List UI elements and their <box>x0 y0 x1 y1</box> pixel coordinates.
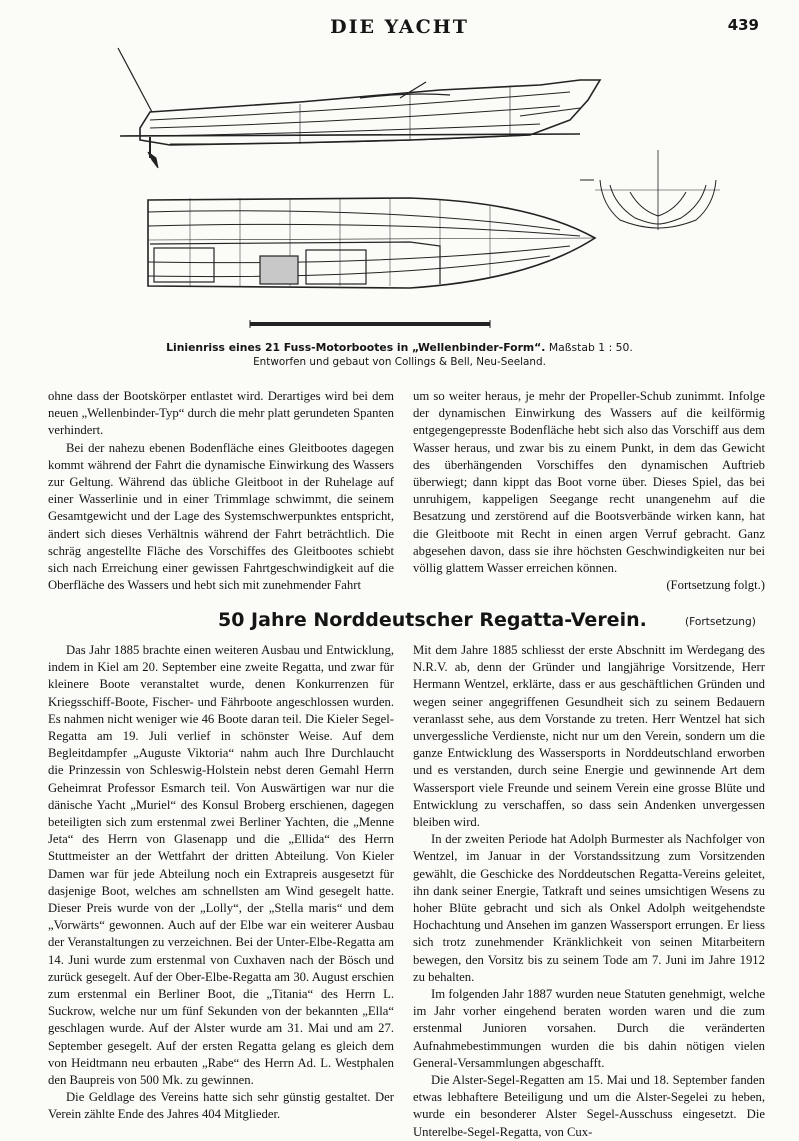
paragraph: Bei der nahezu ebenen Bodenfläche eines Gleitbootes dagegen kommt während der Fahrt die dynamische Einwirkung des Wassers zur Geltung. Während das übliche Gleitboot in der Ruhelage auf einer Wasserlinie und in einer Trimmlage schwimmt, die seinem Gesamtgewicht und der Lage des Systemschwerpunktes entspricht, ändert sich dieses Verhältnis während der Fahrt beträchtlich. Die schräg angestellte Fläche des Vorschiffes des Gleitbootes schiebt sich nach Erreichung einer gewissen Fahrtgeschwindigkeit auf die Oberfläche des Wassers und hebt sich mit zunehmender Fahrt <box>48 440 394 593</box>
caption-title: Linienriss eines 21 Fuss-Motorbootes in „Wellenbinder-Form“. <box>166 341 546 354</box>
column-bottom-right <box>413 642 765 1141</box>
column-top-left <box>48 388 394 594</box>
paragraph: um so weiter heraus, je mehr der Propeller-Schub zunimmt. Infolge der dynamischen Einwirkung des Wassers auf die keilförmig entgegengepresste Bodenfläche hebt sich also das Vorschiff aus dem Wasser heraus, und zwar bis zu einem Punkt, in dem das Gewicht des überhängenden Vorschiffes den dynamischen Auftrieb überwiegt; dann kippt das Boot vorne über. Dieses Spiel, das bei unruhigem, kappeligen Seegange recht unangenehm auf die Besatzung und zerstörend auf die Bootsverbände wirken kann, hat die Gleitboote mit Recht in einen argen Verruf gebracht. Ganz abgesehen davon, dass sie ihre höchsten Geschwindigkeiten nur bei völlig glattem Wasser erreichen können. <box>413 389 765 576</box>
journal-masthead: DIE YACHT <box>330 16 469 38</box>
caption-scale: Maßstab 1 : 50. <box>548 341 633 354</box>
paragraph: Mit dem Jahre 1885 schliesst der erste Abschnitt im Werdegang des N.R.V. ab, denn der Gründer und langjährige Vorsitzende, Herr Hermann Wentzel, erklärte, dass er aus geschäftlichen Gründen und wegen seiner angegriffenen Gesundheit sich zu seinem Bedauern veranlasst sehe, aus dem Vorstande zu treten. Herr Wentzel hat sich unvergessliche Verdienste, nicht nur um den Verein, sondern um die ganze Entwicklung des Wassersports in Norddeutschland erworben und es verstanden, durch seine Energie und gewinnende Art dem Wassersport viele Freunde und seinem Verein eine grosse Blüte und Entwicklung zu verschaffen, so dass sein Andenken unvergessen bleiben wird. <box>413 643 765 830</box>
paragraph: Die Alster-Segel-Regatten am 15. Mai und 18. September fanden etwas lebhaftere Beteiligung und um die Alster-Segelei zu heben, wurde ein besonderer Alster Segel-Ausschuss eingesetzt. Die Unterelbe-Segel-Regatta, von Cux- <box>413 1073 765 1139</box>
boat-lines-drawing <box>110 40 730 340</box>
figure-caption <box>0 340 799 370</box>
paragraph: Die Geldlage des Vereins hatte sich sehr günstig gestaltet. Der Verein zählte Ende des Jahres 404 Mitglieder. <box>48 1090 394 1122</box>
profile-view <box>118 48 600 168</box>
paragraph: ohne dass der Bootskörper entlastet wird. Derartiges wird bei dem neuen „Wellenbinder-Typ“ durch die mehr platt gerundeten Spanten verhindert. <box>48 389 394 438</box>
paragraph: Im folgenden Jahr 1887 wurden neue Statuten genehmigt, welche im Jahr vorher eingehend beraten worden waren und die zum erstenmal Junioren vorsahen. Durch die veränderten Aufnahmebestimmungen wurden die bis dahin nötigen vielen General-Versammlungen abgeschafft. <box>413 987 765 1070</box>
column-bottom-left <box>48 642 394 1124</box>
article-title: 50 Jahre Norddeutscher Regatta-Verein. <box>218 609 647 631</box>
plan-view <box>148 198 595 328</box>
to-be-continued: (Fortsetzung folgt.) <box>666 578 765 593</box>
paragraph: Das Jahr 1885 brachte einen weiteren Ausbau und Entwicklung, indem in Kiel am 20. September eine zweite Regatta, und zwar für kleinere Boote veranstaltet wurde, denen Konkurrenzen für Kriegsschiff-Boote, Fischer- und Fährboote angeschlossen wurden. Es nahmen nicht weniger wie 46 Boote daran teil. Die Kieler Segel-Regatta am 19. Juli verlief in schönster Weise. Auf dem Begleitdampfer „Auguste Viktoria“ nahm auch Ihre Durchlaucht die Prinzessin von Schleswig-Holstein nebst deren Gemahl Herrn Geheimrat Professor Esmarch teil. Von Auswärtigen war nur die dänische Yacht „Muriel“ des Konsul Broberg erschienen, dagegen beteiligten sich zum erstenmal zwei Berliner Yachten, die „Menne Jeta“ des Herrn von Glasenapp und die „Ellida“ des Herrn Stuttmeister an der Wettfahrt der dritten Abteilung. Von Kieler Damen war für jede Abteilung noch ein Extrapreis ausgesetzt für dasjenige Boot, welches am schnellsten am Wind gesegelt hatte. Dieser Preis wurde von der „Lolly“, der „Stella maris“ und dem „Vorwärts“ gewonnen. Auch auf der Elbe war ein weiterer Ausbau der Veranstaltungen zu verzeichnen. Bei der Unter-Elbe-Regatta am 14. Juni wurde zum erstenmal von Cuxhaven nach der Bösch und zurück gesegelt. Auf der Ober-Elbe-Regatta am 30. August erschien zum erstenmal ein Berliner Boot, die „Titania“ des Herrn L. Suckrow, welche nur um fünf Sekunden von der bekannten „Ella“ geschlagen wurde. Auf der Alster wurde am 31. Mai und am 27. September gesegelt. Auf der ersten Regatta gelang es gleich dem von Heidtmann neu erbauten „Rabe“ des Herrn Ad. L. Westphalen den Baupreis von 500 Mk. zu gewinnen. <box>48 643 394 1088</box>
body-plan-view <box>580 150 720 230</box>
page-number: 439 <box>727 16 759 34</box>
column-top-right <box>413 388 765 594</box>
paragraph: In der zweiten Periode hat Adolph Burmester als Nachfolger von Wentzel, im Januar in der Vorstandssitzung zum Vorsitzenden gewählt, die Geschicke des Norddeutschen Regatta-Vereins geleitet, ihn dank seiner Energie, Tatkraft und seines umsichtigen Wesens zu hoher Blüte gebracht und sich als Onkel Adolph weitgehendste Hochachtung und Ansehen im ganzen Wassersport errungen. Er liess sich trotz zunehmender Kränklichkeit von seinen Mitarbeitern bewegen, den Vorsitz bis zu seinem Tode am 7. Juni im Jahre 1912 zu behalten. <box>413 832 765 984</box>
caption-credit: Entworfen und gebaut von Collings & Bell, Neu-Seeland. <box>253 356 546 368</box>
article-subtitle: (Fortsetzung) <box>685 616 756 628</box>
